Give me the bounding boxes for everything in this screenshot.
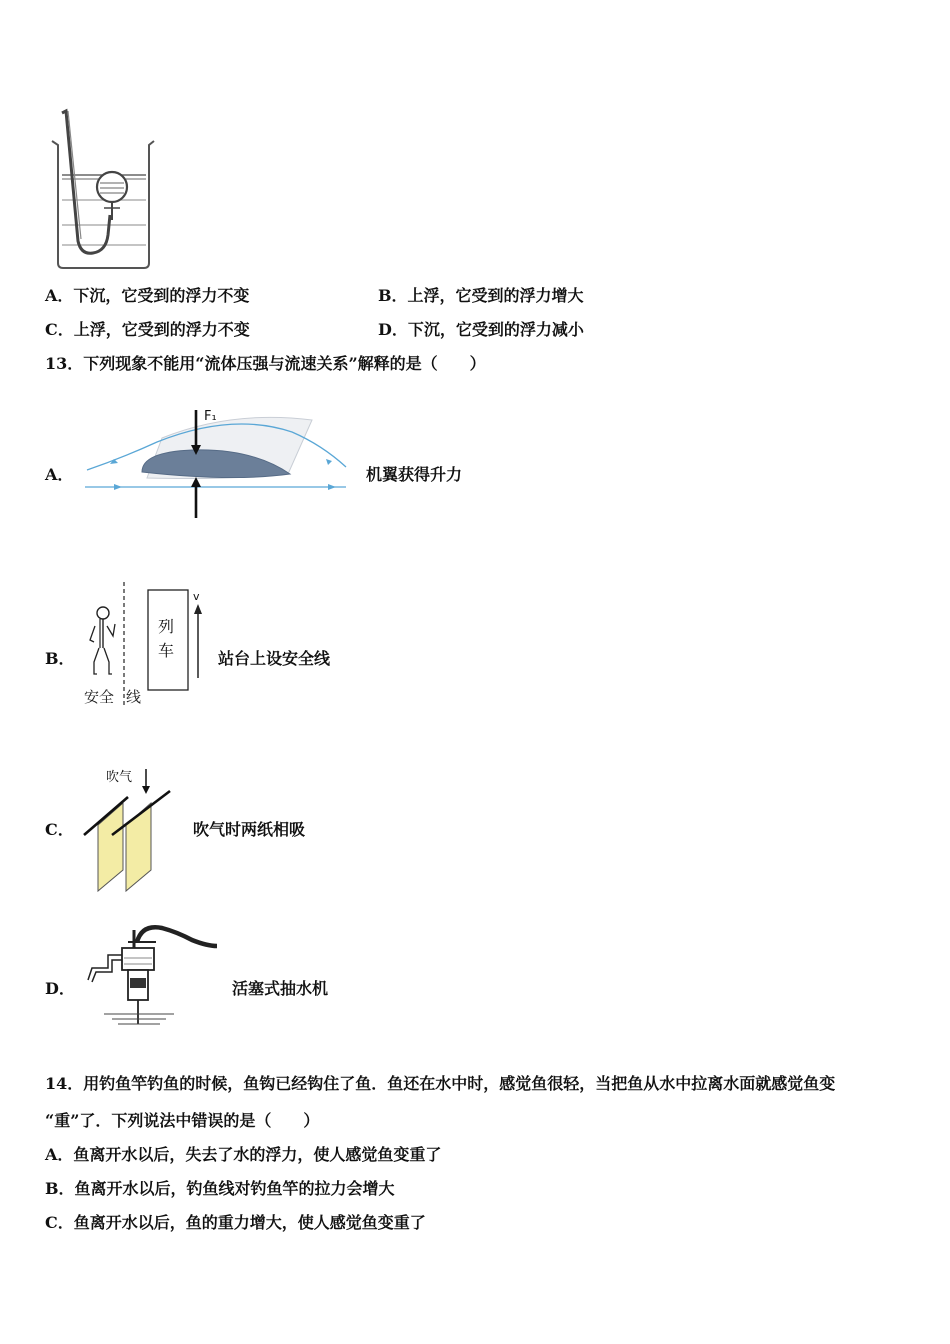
- option-letter: D．: [378, 320, 408, 339]
- caption-c: 吹气时两纸相吸: [193, 820, 306, 839]
- caption-d: 活塞式抽水机: [232, 979, 329, 998]
- option-text: 鱼离开水以后，钓鱼线对钓鱼竿的拉力会增大: [74, 1179, 395, 1198]
- q14-option-c[interactable]: [45, 1213, 426, 1233]
- question-14-line-1: 14．用钓鱼竿钓鱼的时候，鱼钩已经钩住了鱼．鱼还在水中时，感觉鱼很轻，当把鱼从水中拉离水面就感觉鱼变: [45, 1074, 836, 1093]
- safety-line-label: 安全: [84, 688, 115, 706]
- option-text: 鱼离开水以后，鱼的重力增大，使人感觉鱼变重了: [73, 1213, 426, 1232]
- option-text: 下沉，它受到的浮力减小: [407, 320, 584, 339]
- option-letter: C．: [45, 320, 74, 339]
- safety-line-label-right: 线: [126, 688, 142, 706]
- blow-label: 吹气: [106, 770, 133, 785]
- option-letter: B．: [45, 1179, 75, 1198]
- option-letter: B．: [378, 286, 408, 305]
- force-label: F₁: [204, 409, 217, 424]
- option-c-letter[interactable]: C．: [45, 820, 74, 839]
- option-letter: A．: [45, 286, 74, 305]
- question-14-line-2: “重”了．下列说法中错误的是（ ）: [45, 1111, 320, 1130]
- caption-b: 站台上设安全线: [218, 649, 331, 668]
- train-diagram: [80, 580, 210, 710]
- option-text: 上浮，它受到的浮力不变: [73, 320, 250, 339]
- wing-diagram: [82, 400, 357, 520]
- option-a[interactable]: [45, 286, 249, 306]
- question-13: 13．下列现象不能用“流体压强与流速关系”解释的是（ ）: [45, 354, 486, 373]
- option-c[interactable]: [45, 320, 250, 340]
- paper-diagram: [78, 765, 178, 900]
- q14-option-b[interactable]: [45, 1179, 395, 1199]
- option-d[interactable]: [378, 320, 584, 340]
- option-text: 上浮，它受到的浮力增大: [407, 286, 584, 305]
- option-d-letter[interactable]: D．: [45, 979, 75, 998]
- train-label-1: 列: [158, 617, 175, 636]
- option-b[interactable]: [378, 286, 584, 306]
- pump-diagram: [82, 920, 222, 1032]
- beaker-diagram: [48, 105, 163, 275]
- train-label-2: 车: [158, 641, 175, 660]
- speed-label: v: [193, 590, 200, 603]
- option-text: 下沉，它受到的浮力不变: [73, 286, 250, 305]
- option-letter: A．: [45, 1145, 74, 1164]
- option-letter: C．: [45, 1213, 74, 1232]
- q14-option-a[interactable]: [45, 1145, 441, 1165]
- option-a-letter[interactable]: A．: [45, 465, 74, 484]
- option-b-letter[interactable]: B．: [45, 649, 75, 668]
- caption-a: 机翼获得升力: [366, 465, 463, 484]
- option-text: 鱼离开水以后，失去了水的浮力，使人感觉鱼变重了: [73, 1145, 442, 1164]
